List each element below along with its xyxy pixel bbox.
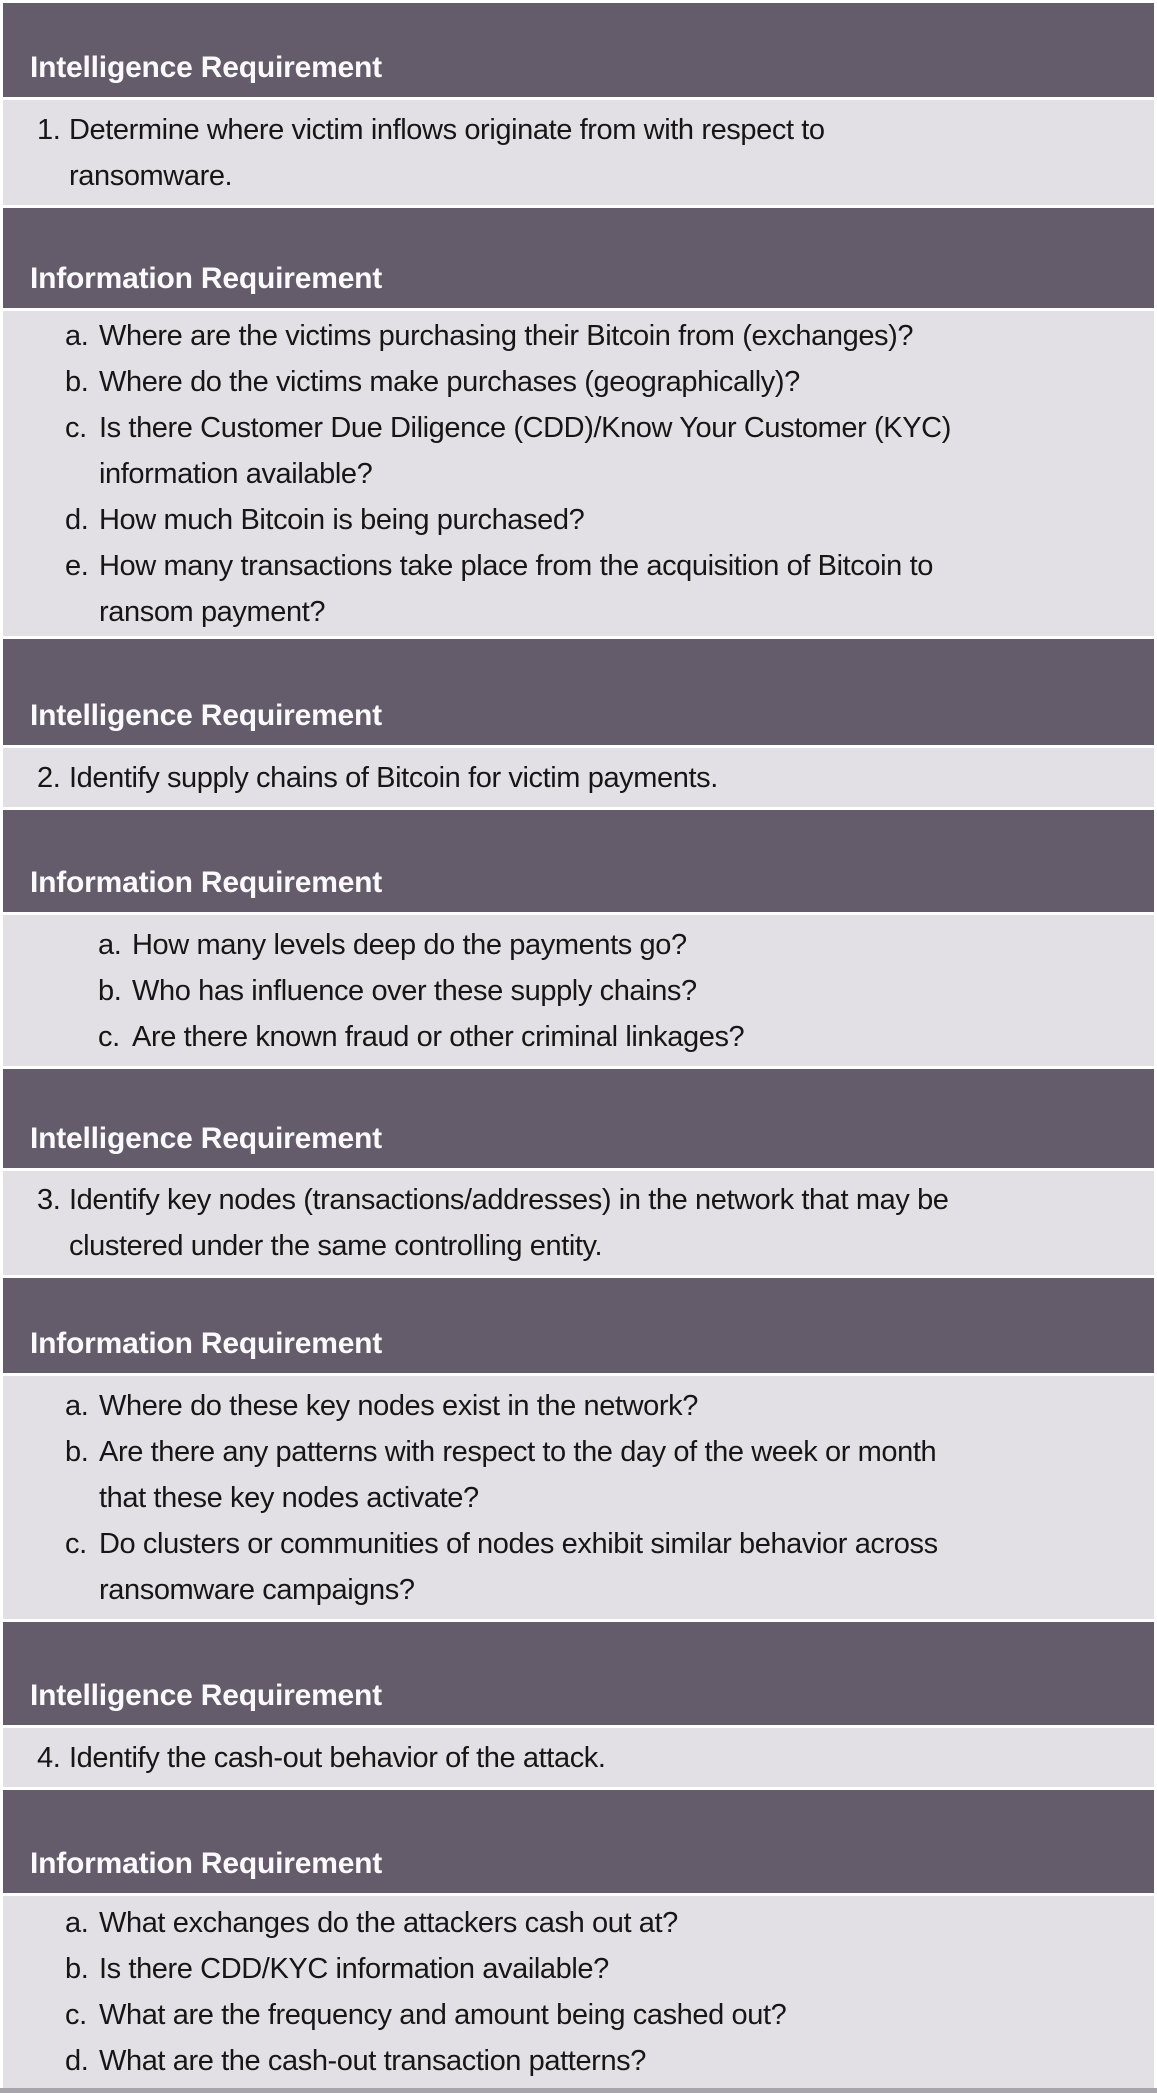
intelligence-requirement-header-1	[3, 3, 1154, 97]
item-text: Determine where victim inflows originate from with respect to ransomware.	[69, 113, 825, 192]
item-text: Are there any patterns with respect to the day of the week or month that these key nodes activate?	[99, 1435, 937, 1514]
list-item	[65, 543, 1154, 635]
list-item	[65, 1900, 1154, 1946]
item-letter: c.	[98, 1020, 120, 1053]
information-requirement-list-2	[3, 915, 1154, 1066]
item-text: Identify supply chains of Bitcoin for victim payments.	[69, 761, 718, 794]
item-text: Where do these key nodes exist in the network?	[99, 1389, 698, 1422]
information-requirement-header-4	[3, 1790, 1154, 1893]
item-text: Are there known fraud or other criminal linkages?	[132, 1020, 745, 1053]
item-text: What are the cash-out transaction patterns?	[99, 2045, 646, 2077]
item-number: 2.	[37, 761, 61, 794]
list-item	[98, 1014, 1154, 1060]
list-item	[65, 1992, 1154, 2038]
intelligence-requirement-4	[3, 1728, 1154, 1787]
intelligence-requirement-header-2	[3, 639, 1154, 745]
item-letter: c.	[65, 1527, 87, 1560]
list-item	[65, 405, 1154, 497]
item-number: 3.	[37, 1184, 61, 1216]
list-item	[65, 497, 1154, 543]
header-label: Intelligence Requirement	[30, 1122, 382, 1155]
header-label: Information Requirement	[30, 866, 383, 899]
list-item	[65, 313, 1154, 359]
intelligence-requirement-header-3	[3, 1069, 1154, 1168]
list-item	[65, 1429, 1154, 1521]
numbered-item	[37, 107, 1154, 199]
item-letter: b.	[65, 365, 89, 398]
item-letter: a.	[65, 1907, 89, 1939]
item-text: Where are the victims purchasing their Bitcoin from (exchanges)?	[99, 319, 914, 352]
information-requirement-header-2	[3, 810, 1154, 912]
item-letter: a.	[98, 928, 122, 961]
information-requirement-list-1	[3, 311, 1154, 636]
list-item	[65, 1946, 1154, 1992]
item-letter: b.	[98, 974, 122, 1007]
item-letter: a.	[65, 319, 89, 352]
item-number: 4.	[37, 1741, 61, 1774]
list-item	[98, 922, 1154, 968]
item-number: 1.	[37, 113, 61, 146]
item-text: How much Bitcoin is being purchased?	[99, 503, 585, 536]
table-bottom-border	[0, 2088, 1157, 2093]
item-text: Identify key nodes (transactions/addresses) in the network that may be clustered under the same controlling entity.	[69, 1184, 949, 1262]
item-letter: b.	[65, 1435, 89, 1468]
numbered-item	[37, 755, 1154, 801]
list-item	[65, 359, 1154, 405]
list-item	[65, 2038, 1154, 2084]
item-text: What are the frequency and amount being cashed out?	[99, 1999, 787, 2031]
item-letter: d.	[65, 2045, 89, 2077]
header-label: Information Requirement	[30, 262, 383, 295]
information-requirement-header-3	[3, 1278, 1154, 1373]
item-text: Identify the cash-out behavior of the attack.	[69, 1741, 606, 1774]
item-text: Is there Customer Due Diligence (CDD)/Know Your Customer (KYC) information available?	[99, 411, 951, 490]
header-label: Information Requirement	[30, 1327, 383, 1360]
item-letter: c.	[65, 1999, 87, 2031]
intelligence-requirement-1	[3, 100, 1154, 205]
list-item	[65, 1383, 1154, 1429]
header-label: Information Requirement	[30, 1847, 383, 1880]
item-letter: e.	[65, 549, 89, 582]
information-requirement-list-4	[3, 1896, 1154, 2088]
list-item	[98, 968, 1154, 1014]
item-text: Is there CDD/KYC information available?	[99, 1953, 609, 1985]
information-requirement-header-1	[3, 208, 1154, 308]
numbered-item	[37, 1735, 1154, 1781]
item-text: How many levels deep do the payments go?	[132, 928, 687, 961]
item-letter: b.	[65, 1953, 89, 1985]
item-text: How many transactions take place from the acquisition of Bitcoin to ransom payment?	[99, 549, 933, 628]
item-letter: d.	[65, 503, 89, 536]
information-requirement-list-3	[3, 1376, 1154, 1619]
item-text: What exchanges do the attackers cash out at?	[99, 1907, 678, 1939]
header-label: Intelligence Requirement	[30, 699, 382, 732]
item-letter: a.	[65, 1389, 89, 1422]
item-text: Who has influence over these supply chains?	[132, 974, 697, 1007]
header-label: Intelligence Requirement	[30, 1679, 382, 1712]
list-item	[65, 1521, 1154, 1613]
header-label: Intelligence Requirement	[30, 51, 382, 84]
item-letter: c.	[65, 411, 87, 444]
item-text: Where do the victims make purchases (geographically)?	[99, 365, 800, 398]
intelligence-requirement-3	[3, 1171, 1154, 1275]
numbered-item	[37, 1177, 1154, 1269]
item-text: Do clusters or communities of nodes exhibit similar behavior across ransomware campaigns?	[99, 1527, 938, 1606]
intelligence-requirement-2	[3, 748, 1154, 807]
intelligence-requirement-header-4	[3, 1622, 1154, 1725]
